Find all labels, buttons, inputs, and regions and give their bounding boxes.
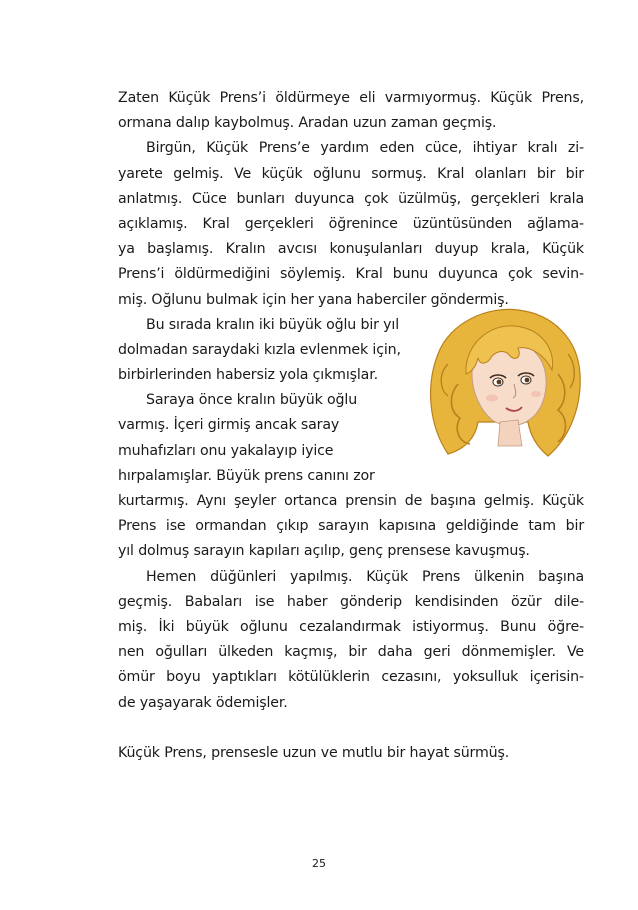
page-number: 25 <box>312 857 326 870</box>
princess-illustration <box>418 304 588 464</box>
text-line: Prens ise ormandan çıkıp sarayın kapısına geldiğinde tam bir <box>118 518 584 535</box>
text-line: dolmadan saraydaki kızla evlenmek için, <box>118 341 401 358</box>
text-line: geçmiş. Babaları ise haber gönderip kendisinden özür dile- <box>118 593 584 610</box>
text-line: Prens’i öldürmediğini söylemiş. Kral bunu duyunca çok sevin- <box>118 266 584 283</box>
text-line: Saraya önce kralın büyük oğlu <box>146 392 358 409</box>
text-line: varmış. İçeri girmiş ancak saray <box>118 417 340 434</box>
paragraph-gap <box>118 716 584 741</box>
text-line: açıklamış. Kral gerçekleri öğrenince üzüntüsünden ağlama- <box>118 215 584 232</box>
text-line: Birgün, Küçük Prens’e yardım eden cüce, ihtiyar kralı zi- <box>146 140 584 157</box>
text-line: anlatmış. Cüce bunları duyunca çok üzülmüş, gerçekleri krala <box>118 190 584 207</box>
text-line: birbirlerinden habersiz yola çıkmışlar. <box>118 367 378 384</box>
text-line: Zaten Küçük Prens’i öldürmeye eli varmıyormuş. Küçük Prens, <box>118 90 584 106</box>
text-line: yarete gelmiş. Ve küçük oğlunu sormuş. Kral olanları bir bir <box>118 165 584 182</box>
text-line: de yaşayarak ödemişler. <box>118 694 288 711</box>
text-line: ömür boyu yaptıkları kötülüklerin cezasını, yoksulluk içerisin- <box>118 669 584 686</box>
text-line: Hemen düğünleri yapılmış. Küçük Prens ülkenin başına <box>146 568 584 585</box>
text-line: muhafızları onu yakalayıp iyice <box>118 442 334 459</box>
text-line: kurtarmış. Aynı şeyler ortanca prensin de başına gelmiş. Küçük <box>118 493 584 509</box>
text-line: nen oğulları ülkeden kaçmış, bir daha geri dönmemişler. Ve <box>118 644 584 661</box>
text-line: miş. İki büyük oğlunu cezalandırmak istiyormuş. Bunu öğre- <box>118 618 584 635</box>
text-line: Küçük Prens, prensesle uzun ve mutlu bir hayat sürmüş. <box>118 744 510 761</box>
text-line: ya başlamış. Kralın avcısı konuşulanları duyup krala, Küçük <box>118 241 584 258</box>
text-line: miş. Oğlunu bulmak için her yana haberciler göndermiş. <box>118 291 509 308</box>
text-line: Bu sırada kralın iki büyük oğlu bir yıl <box>146 316 400 333</box>
text-line: hırpalamışlar. Büyük prens canını zor <box>118 467 375 484</box>
text-line: yıl dolmuş sarayın kapıları açılıp, genç prensese kavuşmuş. <box>118 543 530 560</box>
text-line: ormana dalıp kaybolmuş. Aradan uzun zaman geçmiş. <box>118 115 497 132</box>
